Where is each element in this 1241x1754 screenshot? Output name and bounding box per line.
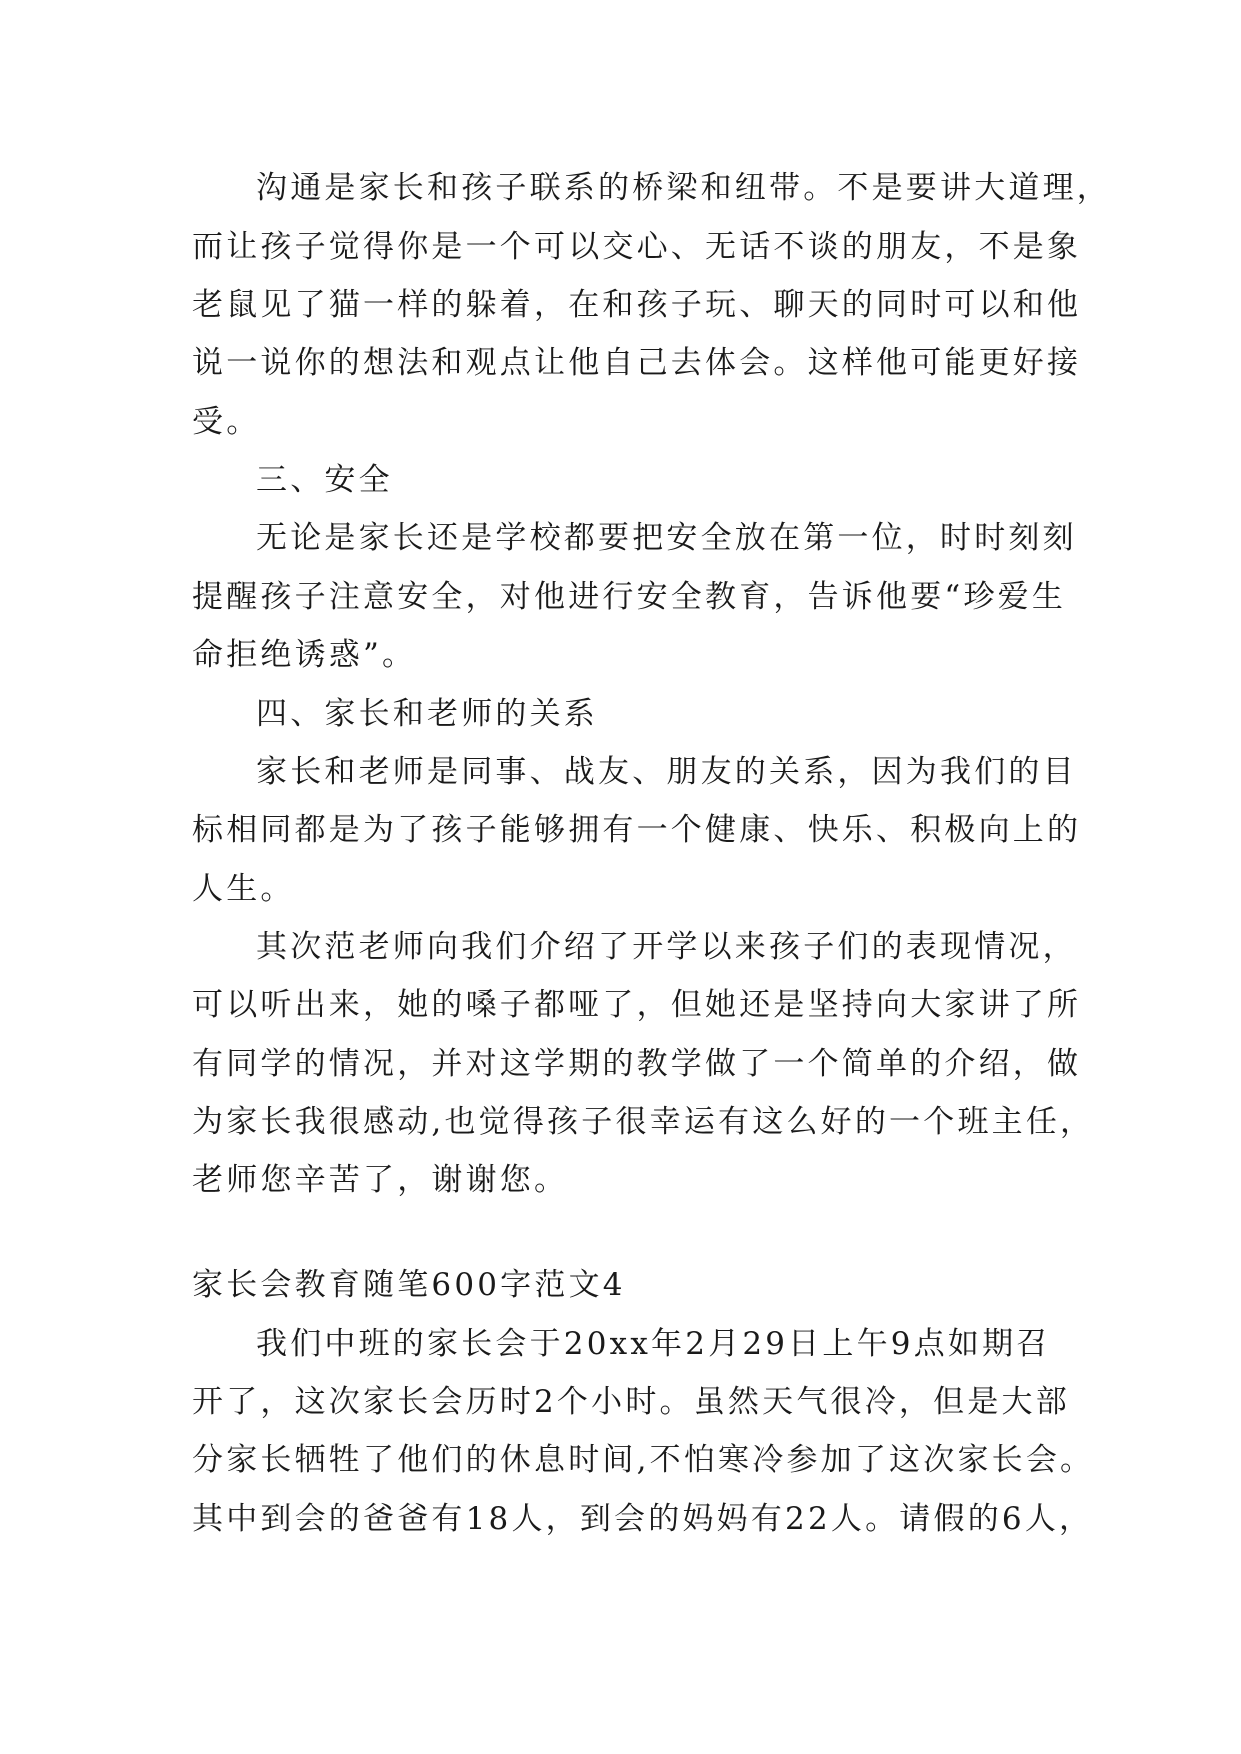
paragraph-teacher-line-4: 为家长我很感动,也觉得孩子很幸运有这么好的一个班主任， — [192, 1104, 1095, 1140]
paragraph-communication-line-2: 而让孩子觉得你是一个可以交心、无话不谈的朋友，不是象 — [192, 229, 1082, 265]
paragraph-safety-line-3: 命拒绝诱惑”。 — [192, 637, 417, 673]
paragraph-safety-line-1: 无论是家长还是学校都要把安全放在第一位，时时刻刻 — [256, 520, 1077, 556]
paragraph-teacher-line-1: 其次范老师向我们介绍了开学以来孩子们的表现情况， — [256, 929, 1077, 965]
paragraph-communication-line-5: 受。 — [192, 404, 261, 440]
paragraph-meeting-line-1: 我们中班的家长会于20xx年2月29日上午9点如期召 — [256, 1326, 1051, 1362]
paragraph-communication-line-4: 说一说你的想法和观点让他自己去体会。这样他可能更好接 — [192, 345, 1082, 381]
paragraph-teacher-line-5: 老师您辛苦了，谢谢您。 — [192, 1162, 569, 1198]
paragraph-meeting-line-2: 开了，这次家长会历时2个小时。虽然天气很冷，但是大部 — [192, 1384, 1070, 1420]
paragraph-meeting-line-3: 分家长牺牲了他们的休息时间,不怕寒冷参加了这次家长会。 — [192, 1442, 1095, 1478]
paragraph-relationship-line-1: 家长和老师是同事、战友、朋友的关系，因为我们的目 — [256, 754, 1077, 790]
paragraph-safety-line-2: 提醒孩子注意安全，对他进行安全教育，告诉他要“珍爱生 — [192, 579, 1067, 615]
paragraph-meeting-line-4: 其中到会的爸爸有18人，到会的妈妈有22人。请假的6人， — [192, 1501, 1094, 1537]
paragraph-teacher-line-3: 有同学的情况，并对这学期的教学做了一个简单的介绍，做 — [192, 1046, 1082, 1082]
section-heading-safety: 三、安全 — [256, 462, 393, 498]
paragraph-communication-line-1: 沟通是家长和孩子联系的桥梁和纽带。不是要讲大道理， — [256, 170, 1111, 206]
paragraph-communication-line-3: 老鼠见了猫一样的躲着，在和孩子玩、聊天的同时可以和他 — [192, 287, 1082, 323]
paragraph-teacher-line-2: 可以听出来，她的嗓子都哑了，但她还是坚持向大家讲了所 — [192, 987, 1082, 1023]
paragraph-relationship-line-3: 人生。 — [192, 871, 295, 907]
article-title: 家长会教育随笔600字范文4 — [192, 1267, 626, 1303]
section-heading-relationship: 四、家长和老师的关系 — [256, 696, 598, 732]
paragraph-relationship-line-2: 标相同都是为了孩子能够拥有一个健康、快乐、积极向上的 — [192, 812, 1082, 848]
